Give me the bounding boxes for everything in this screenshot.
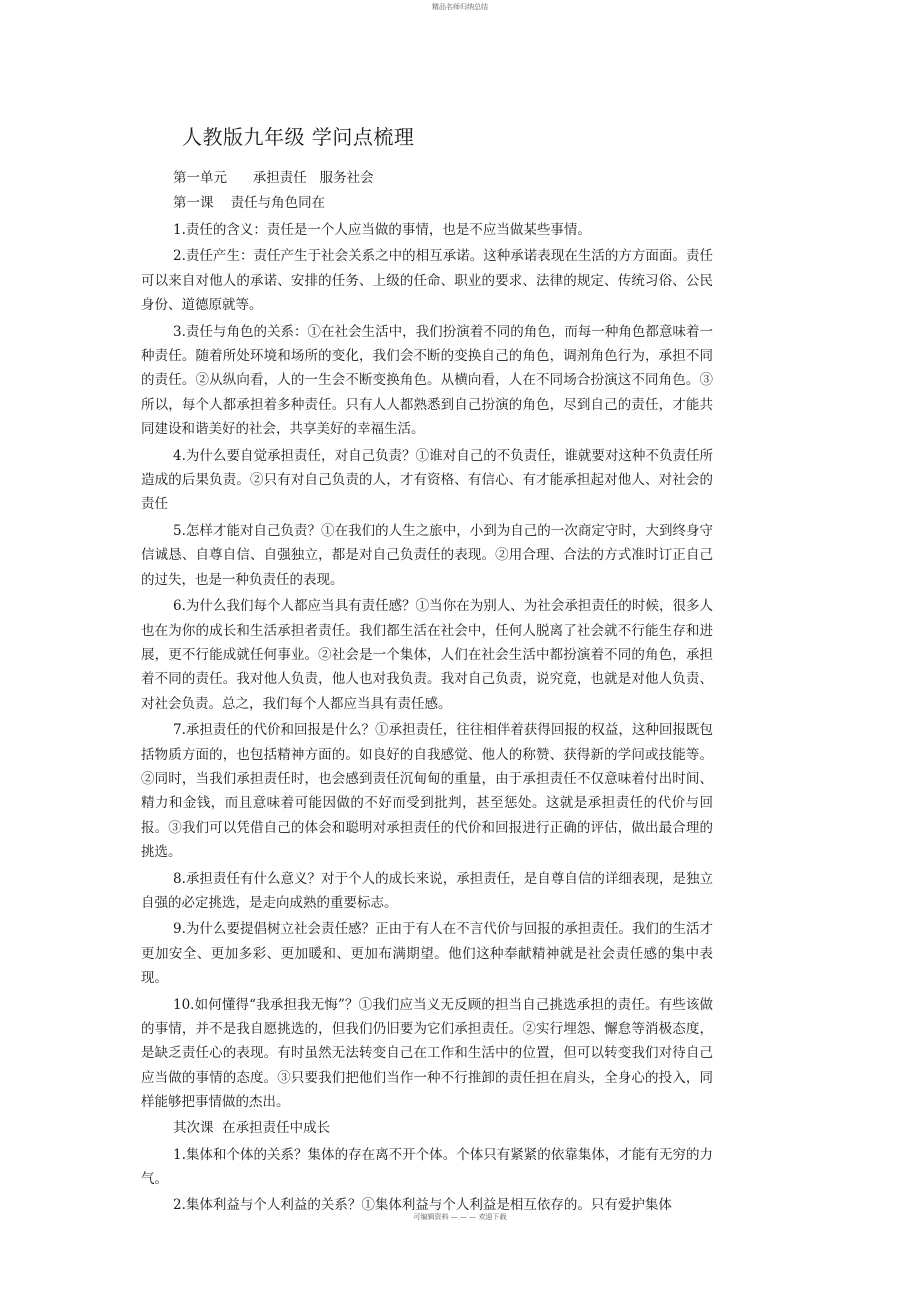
lesson1-section [141,218,713,1115]
paragraph: 1.责任的含义：责任是一个人应当做的事情，也是不应当做某些事情。 [173,222,591,238]
paragraph: 2.责任产生：责任产生于社会关系之中的相互承诺。这种承诺表现在生活的方方面面。责任可以来自对他人的承诺、安排的任务、上级的任命、职业的要求、法律的规定、传统习俗、公民身份、道德原就等。 [141,248,713,314]
paragraph: 3.责任与角色的关系：①在社会生活中，我们扮演着不同的角色，而每一种角色都意味着一种责任。随着所处环境和场所的变化，我们会不断的变换自己的角色，调剂角色行为，承担不同的责任。②从纵向看，人的一生会不断变换角色。从横向看，人在不同场合扮演这不同角色。③所以，每个人都承担着多种责任。只有人人都熟悉到自己扮演的角色，尽到自己的责任，才能共同建设和谐美好的社会，共享美好的幸福生活。 [141,323,713,438]
lesson1-heading: 第一课 责任与角色同在 [173,195,326,211]
paragraph: 5.怎样才能对自己负责？①在我们的人生之旅中，小到为自己的一次商定守时，大到终身守信诚恳、自尊自信、自强独立，都是对自己负责任的表现。②用合理、合法的方式准时订正自己的过失，也是一种负责任的表现。 [141,522,713,588]
paragraph: 8.承担责任有什么意义？对于个人的成长来说，承担责任，是自尊自信的详细表现，是独立自强的必定挑选，是走向成熟的重要标志。 [141,870,713,911]
paragraph: 6.为什么我们每个人都应当具有责任感？①当你在为别人、为社会承担责任的时候，很多人也在为你的成长和生活承担者责任。我们都生活在社会中，任何人脱离了社会就不行能生存和进展，更不行能成就任何事业。②社会是一个集体，人们在社会生活中都扮演着不同的角色，承担着不同的责任。我对他人负责，他人也对我负责。我对自己负责，说究竟，也就是对他人负责、对社会负责。总之，我们每个人都应当具有责任感。 [141,598,713,712]
paragraph: 10.如何懂得“我承担我无悔”？①我们应当义无反顾的担当自己挑选承担的责任。有些该做的事情，并不是我自愿挑选的，但我们仍旧要为它们承担责任。②实行埋怨、懈怠等消极态度，是缺乏责任心的表现。有时虽然无法转变自己在工作和生活中的位置，但可以转变我们对待自己应当做的事情的态度。③只要我们把他们当作一种不行推卸的责任担在肩头，全身心的投入，同样能够把事情做的杰出。 [141,996,713,1111]
document-body [141,122,713,1218]
lesson2-heading: 其次课 在承担责任中成长 [173,1119,331,1136]
header-watermark: 精品名师归纳总结 [432,3,488,11]
paragraph: 2.集体利益与个人利益的关系？①集体利益与个人利益是相互依存的。只有爱护集体 [173,1197,672,1214]
paragraph: 1.集体和个体的关系？集体的存在离不开个体。个体只有紧紧的依靠集体，才能有无穷的力气。 [141,1146,713,1188]
paragraph: 7.承担责任的代价和回报是什么？①承担责任，往往相伴着获得回报的权益，这种回报既包括物质方面的，也包括精神方面的。如良好的自我感觉、他人的称赞、获得新的学问或技能等。②同时，当我们承担责任时，也会感到责任沉甸甸的重量，由于承担责任不仅意味着付出时间、精力和金钱，而且意味着可能因做的不好而受到批判，甚至惩处。这就是承担责任的代价与回报。③我们可以凭借自己的体会和聪明对承担责任的代价和回报进行正确的评估，做出最合理的挑选。 [141,722,713,861]
unit-heading: 第一单元 承担责任 服务社会 [173,170,374,186]
paragraph: 4.为什么要自觉承担责任，对自己负责？①谁对自己的不负责任，谁就要对这种不负责任所造成的后果负责。②只有对自己负责的人，才有资格、有信心、有才能承担起对他人、对社会的责任 [141,447,713,513]
lesson2-section [141,1143,713,1218]
page-title: 人教版九年级 学问点梳理 [182,125,415,149]
footer-watermark: 可编辑资料 — — — 欢迎下载 [413,1213,507,1221]
paragraph: 9.为什么要提倡树立社会责任感？正由于有人在不言代价与回报的承担责任。我们的生活才更加安全、更加多彩、更加暖和、更加布满期望。他们这种奉献精神就是社会责任感的集中表现。 [141,921,713,987]
